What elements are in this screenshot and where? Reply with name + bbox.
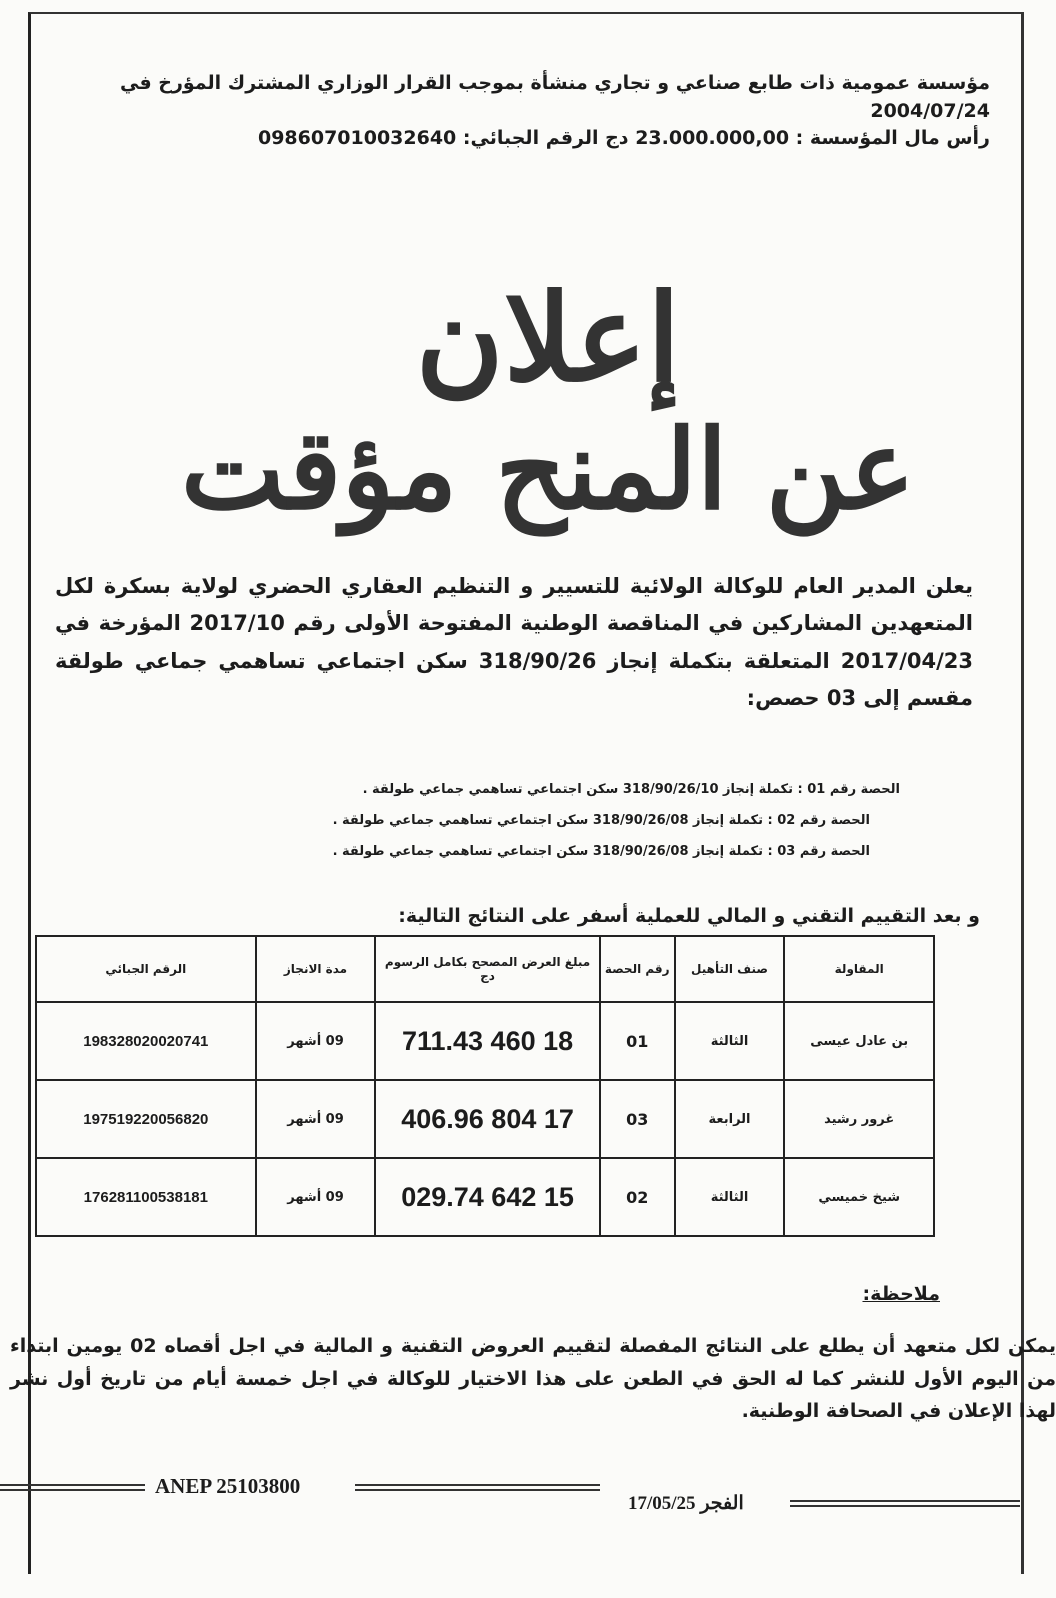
lot-item: الحصة رقم 02 : تكملة إنجاز 318/90/26/08 سكن اجتماعي تساهمي جماعي طولقة . bbox=[332, 813, 870, 828]
cell-duration: 09 أشهر bbox=[256, 1158, 376, 1236]
anep-reference: ANEP 25103800 bbox=[155, 1474, 301, 1498]
cell-contractor: غرور رشيد bbox=[784, 1080, 934, 1158]
note-body: يمكن لكل متعهد أن يطلع على النتائج المفصلة لتقييم العروض التقنية و المالية في اجل أقصاه 02 يومين ابتداء من اليوم الأول للنشر كما له الحق في الطعن على هذا الاختيار للوكالة في اجل خمسة أيام من تاريخ أول نشر لهذا الإعلان في الصحافة الوطنية. bbox=[10, 1335, 1056, 1423]
table-header-row bbox=[36, 936, 934, 1002]
cell-amount: 18 460 711.43 bbox=[375, 1002, 599, 1080]
header-contractor: المقاولة bbox=[784, 936, 934, 1002]
header-lot: رقم الحصة bbox=[600, 936, 675, 1002]
cell-lot: 03 bbox=[600, 1080, 675, 1158]
header-duration: مدة الانجاز bbox=[256, 936, 376, 1002]
cell-amount: 15 642 029.74 bbox=[375, 1158, 599, 1236]
footer-divider-right bbox=[790, 1500, 1020, 1507]
results-table bbox=[35, 935, 935, 1237]
cell-nif: 197519220056820 bbox=[36, 1080, 256, 1158]
header-line-1: مؤسسة عمومية ذات طابع صناعي و تجاري منشأة بموجب القرار الوزاري المشترك المؤرخ في 2004/07/24 bbox=[119, 72, 990, 122]
cell-nif: 176281100538181 bbox=[36, 1158, 256, 1236]
cell-qualification: الثالثة bbox=[675, 1158, 785, 1236]
cell-contractor: شيخ خميسي bbox=[784, 1158, 934, 1236]
lots-list bbox=[200, 782, 900, 875]
cell-amount: 17 804 406.96 bbox=[375, 1080, 599, 1158]
footer-divider-mid bbox=[355, 1484, 600, 1491]
lot-item: الحصة رقم 03 : تكملة إنجاز 318/90/26/08 سكن اجتماعي تساهمي جماعي طولقة . bbox=[332, 844, 870, 859]
cell-nif: 198328020020741 bbox=[36, 1002, 256, 1080]
cell-qualification: الرابعة bbox=[675, 1080, 785, 1158]
publication-info: الفجر 17/05/25 bbox=[628, 1493, 744, 1514]
cell-lot: 01 bbox=[600, 1002, 675, 1080]
header-line-2: رأس مال المؤسسة : 23.000.000,00 دج الرقم الجبائي: 098607010032640 bbox=[257, 127, 990, 150]
table-row bbox=[36, 1080, 934, 1158]
header-amount: مبلغ العرض المصحح بكامل الرسوم دج bbox=[375, 936, 599, 1002]
cell-duration: 09 أشهر bbox=[256, 1080, 376, 1158]
note-text bbox=[10, 1300, 1056, 1428]
intro-paragraph: يعلن المدير العام للوكالة الولائية للتسيير و التنظيم العقاري الحضري لولاية بسكرة لكل المتعهدين المشاركين في المناقصة الوطنية المفتوحة الأولى رقم 2017/10 المؤرخة في 2017/04/23 المتعلقة بتكملة إنجاز 318/90/26 سكن اجتماعي تساهمي جماعي طولقة مقسم إلى 03 حصص: bbox=[55, 574, 973, 711]
header-qualification: صنف التأهيل bbox=[675, 936, 785, 1002]
evaluation-text: و بعد التقييم التقني و المالي للعملية أسفر على النتائج التالية: bbox=[398, 905, 980, 927]
announcement-title: إعلان bbox=[415, 268, 681, 409]
header-nif: الرقم الجبائي bbox=[36, 936, 256, 1002]
institution-header bbox=[40, 70, 990, 153]
lot-item: الحصة رقم 01 : تكملة إنجاز 318/90/26/10 سكن اجتماعي تساهمي جماعي طولقة . bbox=[362, 782, 900, 797]
note-label: ملاحظة: bbox=[862, 1283, 940, 1305]
table-row bbox=[36, 1002, 934, 1080]
footer-divider-left bbox=[0, 1484, 145, 1491]
cell-lot: 02 bbox=[600, 1158, 675, 1236]
announcement-subtitle: عن المنح مؤقت bbox=[180, 405, 916, 534]
cell-contractor: بن عادل عيسى bbox=[784, 1002, 934, 1080]
table-row bbox=[36, 1158, 934, 1236]
cell-duration: 09 أشهر bbox=[256, 1002, 376, 1080]
cell-qualification: الثالثة bbox=[675, 1002, 785, 1080]
